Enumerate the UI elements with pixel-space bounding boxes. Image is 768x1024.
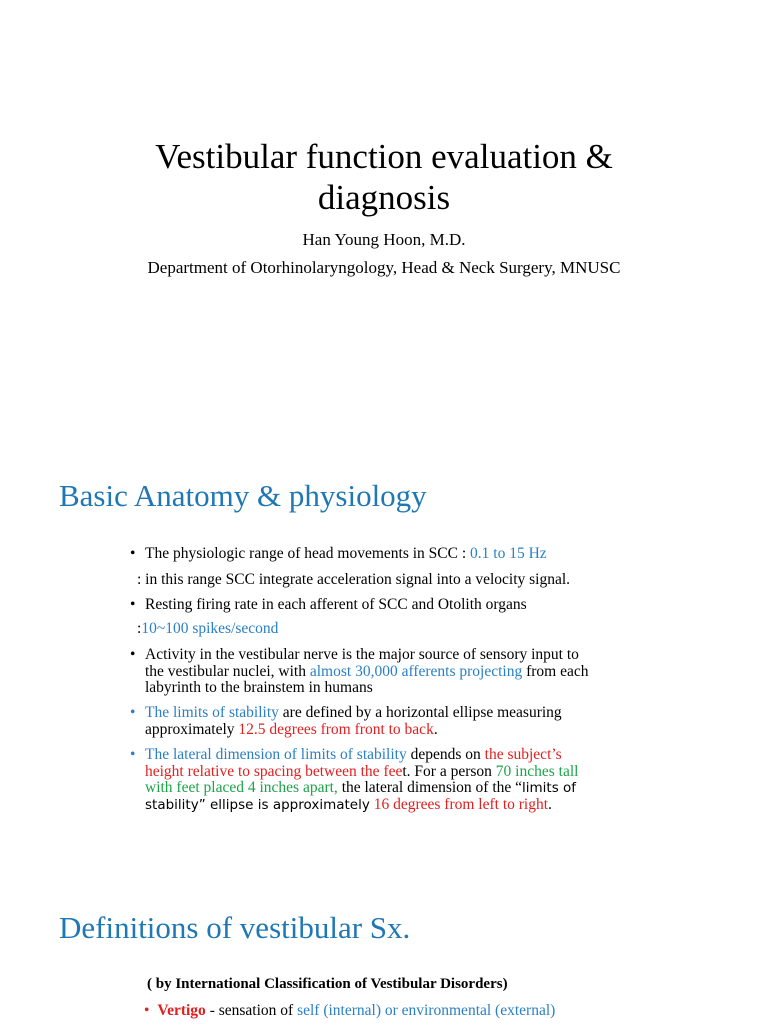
highlight: 70 inches tall bbox=[495, 762, 579, 780]
highlight: The lateral dimension of limits of stability bbox=[145, 746, 407, 763]
section-heading-anatomy: Basic Anatomy & physiology bbox=[59, 478, 427, 513]
list-item-vestibular-nerve bbox=[130, 647, 700, 697]
text: approximately bbox=[145, 720, 239, 738]
line bbox=[145, 797, 700, 814]
bullet: • bbox=[130, 596, 136, 613]
list-item-limits-of-stability bbox=[130, 705, 700, 738]
text: are defined by a horizontal ellipse measuring bbox=[278, 704, 562, 721]
highlight: with feet placed 4 inches apart, bbox=[145, 779, 338, 796]
sub-line: : in this range SCC integrate acceleration signal into a velocity signal. bbox=[137, 571, 571, 588]
highlight: the subject’s bbox=[484, 746, 562, 763]
list-item-vertigo bbox=[144, 1002, 555, 1020]
line: labyrinth to the brainstem in humans bbox=[145, 679, 373, 696]
bullet: • bbox=[130, 746, 136, 763]
sub-line bbox=[137, 621, 707, 638]
highlight: The limits of stability bbox=[145, 704, 279, 721]
line bbox=[145, 722, 700, 739]
title-line-1: Vestibular function evaluation & bbox=[155, 137, 613, 176]
value-highlight: 0.1 to 15 Hz bbox=[470, 545, 547, 562]
text: the vestibular nuclei, with bbox=[145, 662, 310, 680]
highlight: 16 degrees from left to right bbox=[373, 795, 549, 813]
text: depends on bbox=[406, 746, 485, 763]
text: t. For a person bbox=[402, 762, 496, 780]
document-title bbox=[0, 136, 768, 218]
prefix: : bbox=[137, 620, 142, 637]
line bbox=[145, 780, 700, 797]
line bbox=[145, 664, 700, 681]
list-item-resting-firing bbox=[130, 597, 700, 614]
list-item-head-movements bbox=[130, 546, 700, 563]
text: The physiologic range of head movements in SCC : bbox=[145, 545, 471, 562]
text: - sensation of bbox=[205, 1002, 298, 1019]
text: the lateral dimension of the “ bbox=[337, 779, 523, 796]
list-item-lateral-dimension bbox=[130, 747, 700, 813]
text: from each bbox=[522, 662, 589, 680]
bullet: • bbox=[130, 704, 136, 721]
highlight: height relative to spacing between the fee bbox=[145, 762, 403, 780]
line bbox=[145, 747, 700, 764]
highlight: 12.5 degrees from front to back bbox=[238, 720, 434, 738]
line bbox=[145, 764, 700, 781]
highlight: self (internal) or environmental (external) bbox=[297, 1002, 556, 1019]
author: Han Young Hoon, M.D. bbox=[302, 230, 466, 249]
term: Vertigo bbox=[157, 1002, 206, 1019]
text: limits of bbox=[522, 780, 577, 796]
text: stability” ellipse is approximately bbox=[145, 796, 370, 813]
value-highlight: 10~100 spikes/second bbox=[141, 620, 279, 637]
text: . bbox=[433, 720, 438, 738]
bullet: • bbox=[130, 545, 136, 562]
bullet: • bbox=[130, 646, 136, 663]
line: Activity in the vestibular nerve is the major source of sensory input to bbox=[145, 646, 579, 663]
highlight: almost 30,000 afferents projecting bbox=[309, 662, 523, 680]
title-line-2: diagnosis bbox=[317, 178, 451, 217]
section-heading-definitions: Definitions of vestibular Sx. bbox=[59, 910, 411, 945]
line bbox=[145, 705, 700, 722]
text: Resting firing rate in each afferent of SCC and Otolith organs bbox=[145, 596, 527, 613]
classification-note: ( by International Classification of Vestibular Disorders) bbox=[147, 976, 508, 992]
department: Department of Otorhinolaryngology, Head & Neck Surgery, MNUSC bbox=[147, 258, 621, 277]
bullet: • bbox=[144, 1002, 150, 1019]
text: . bbox=[548, 795, 552, 813]
